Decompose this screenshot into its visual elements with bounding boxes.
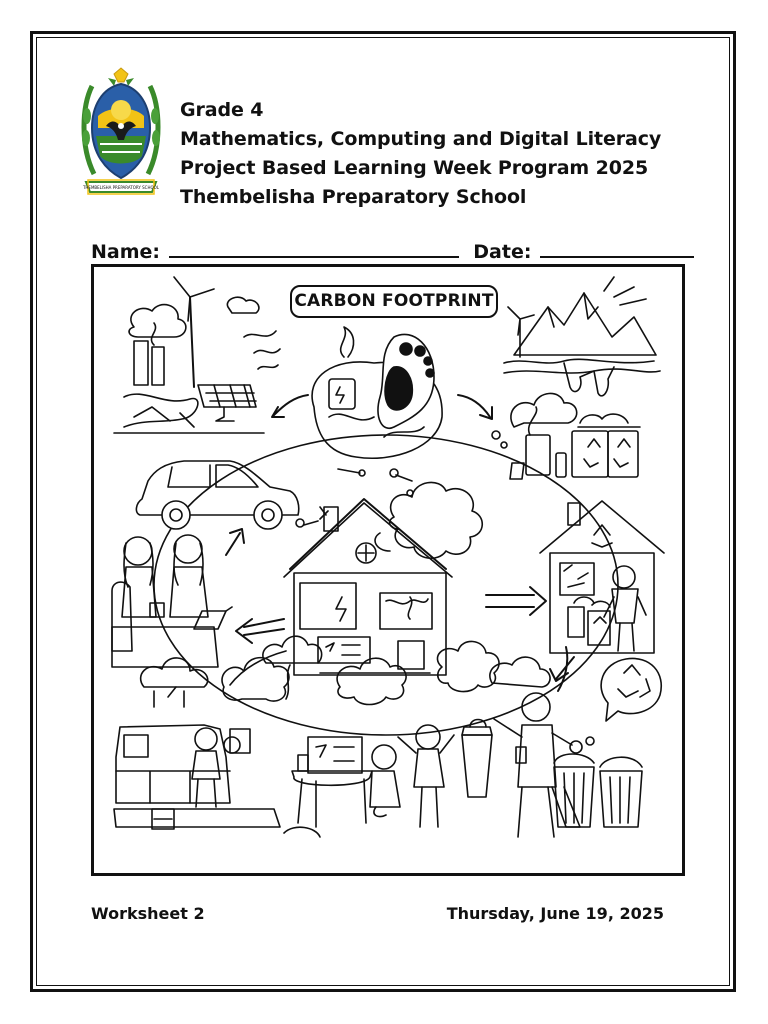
recycling-house-drawing bbox=[540, 501, 664, 653]
date-label: Date: bbox=[473, 241, 532, 263]
illustration-title: CARBON FOOTPRINT bbox=[290, 285, 498, 318]
kids-computer-drawing bbox=[263, 636, 499, 837]
crest-caption: THEMBELISHA PREPARATORY SCHOOL bbox=[82, 185, 160, 190]
family-laptop-drawing bbox=[112, 535, 232, 667]
name-field[interactable] bbox=[169, 238, 459, 258]
worksheet-label: Worksheet 2 bbox=[91, 904, 205, 923]
melting-glacier-drawing bbox=[504, 277, 660, 396]
renewable-energy-drawing bbox=[114, 277, 280, 433]
name-date-row bbox=[91, 238, 694, 263]
school-heading: Thembelisha Preparatory School bbox=[180, 186, 527, 208]
date-field[interactable] bbox=[540, 238, 694, 258]
waste-bins-drawing bbox=[492, 393, 640, 479]
school-crest-logo bbox=[78, 66, 164, 204]
header-block bbox=[180, 96, 661, 212]
car-drawing bbox=[136, 461, 328, 529]
carbon-footprint-illustration bbox=[91, 264, 685, 876]
program-heading: Project Based Learning Week Program 2025 bbox=[180, 157, 649, 179]
name-label: Name: bbox=[91, 241, 161, 263]
grade-heading: Grade 4 bbox=[180, 99, 264, 121]
footer-date: Thursday, June 19, 2025 bbox=[446, 904, 664, 923]
subject-heading: Mathematics, Computing and Digital Literacy bbox=[180, 128, 662, 150]
living-room-drawing bbox=[114, 658, 289, 829]
man-trash-bins-drawing bbox=[462, 647, 661, 837]
